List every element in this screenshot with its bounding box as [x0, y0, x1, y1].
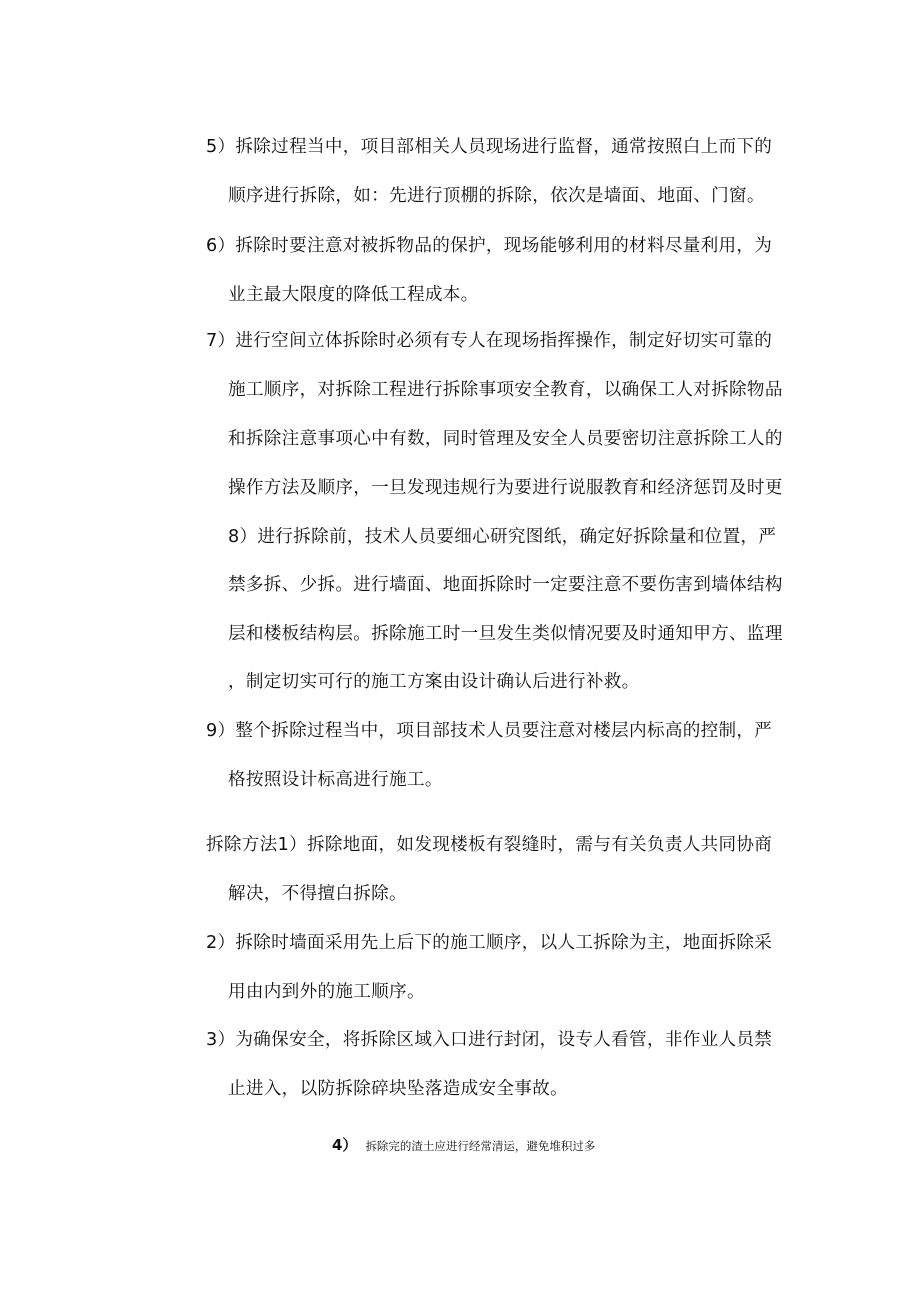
- text-line: 2）拆除时墙面采用先上后下的施工顺序，以人工拆除为主，地面拆除采: [206, 933, 773, 953]
- text-line: 用由内到外的施工顺序。: [228, 982, 425, 1002]
- text-line: 3）为确保安全，将拆除区域入口进行封闭，设专人看管，非作业人员禁: [206, 1030, 773, 1050]
- text-line: 8）进行拆除前，技术人员要细心研究图纸，确定好拆除量和位置，严: [228, 527, 777, 547]
- text-line: 7）进行空间立体拆除时必须有专人在现场指挥操作，制定好切实可靠的: [206, 331, 773, 351]
- text-line: 拆除方法1）拆除地面，如发现楼板有裂缝时，需与有关负责人共同协商: [206, 835, 773, 855]
- text-line: 止进入，以防拆除碎块坠落造成安全事故。: [228, 1079, 568, 1099]
- text-line: 6）拆除时要注意对被拆物品的保护，现场能够利用的材料尽量利用，为: [206, 236, 773, 256]
- text-line: 解决，不得擅白拆除。: [228, 884, 407, 904]
- text-line: 业主最大限度的降低工程成本。: [228, 285, 479, 305]
- text-line: 顺序进行拆除，如：先进行顶棚的拆除，依次是墙面、地面、门窗。: [228, 186, 765, 206]
- text-line: 操作方法及顺序，一旦发现违规行为要进行说服教育和经济惩罚及时更: [228, 478, 783, 498]
- text-line: 禁多拆、少拆。进行墙面、地面拆除时一定要注意不要伤害到墙体结构: [228, 575, 783, 595]
- text-line: 5）拆除过程当中，项目部相关人员现场进行监督，通常按照白上而下的: [206, 137, 773, 157]
- text-line: 格按照设计标高进行施工。: [228, 770, 443, 790]
- footer-item-number: 4）: [332, 1136, 358, 1154]
- text-line: ，制定切实可行的施工方案由设计确认后进行补救。: [228, 672, 640, 692]
- text-line: 层和楼板结构层。拆除施工时一旦发生类似情况要及时通知甲方、监理: [228, 624, 783, 644]
- text-line: 9）整个拆除过程当中，项目部技术人员要注意对楼层内标高的控制，严: [206, 721, 773, 741]
- footer-list-item: [332, 1137, 595, 1154]
- footer-item-text: 拆除完的渣土应进行经常清运，避免堆积过多: [365, 1139, 596, 1153]
- text-line: 和拆除注意事项心中有数，同时管理及安全人员要密切注意拆除工人的: [228, 429, 783, 449]
- text-line: 施工顺序，对拆除工程进行拆除事项安全教育，以确保工人对拆除物品: [228, 380, 783, 400]
